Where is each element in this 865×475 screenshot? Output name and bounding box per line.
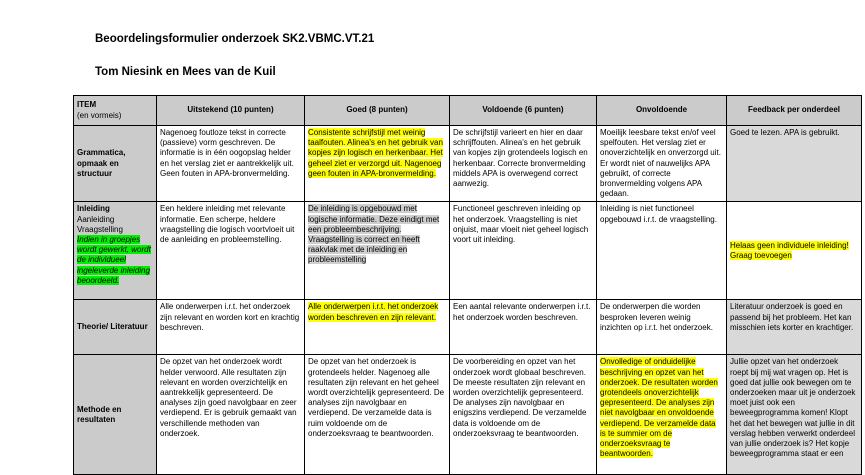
row-item-label: Grammatica, opmaak en structuur xyxy=(74,126,157,202)
highlighted-text: Helaas geen individuele inleiding! Graag toevoegen xyxy=(730,240,849,260)
cell-excellent: Een heldere inleiding met relevante informatie. Een scherpe, heldere vraagstelling die logisch voortvloeit uit de aanleiding en probleemstelling. xyxy=(157,202,305,300)
cell-feedback xyxy=(727,202,862,300)
table-row xyxy=(74,355,862,475)
header-excellent: Uitstekend (10 punten) xyxy=(157,96,305,126)
cell-excellent: Nagenoeg foutloze tekst in correcte (passieve) vorm geschreven. De informatie is in één oogopslag helder en het verslag ziet er aantrekkelijk uit. Geen fouten in APA-bronvermelding. xyxy=(157,126,305,202)
row-item-note: Indien in groepjes wordt gewerkt, wordt de individueel ingeleverde inleiding beoordeeld. xyxy=(77,235,151,285)
cell-feedback: Jullie opzet van het onderzoek roept bij mij wat vragen op. Het is goed dat jullie ook bewegen om te onderzoeken maar uit je onderzoek moet juist ook een beweegprogramma komen! Klopt het dat het bewegen wat jullie in dit verslag hebben verwerkt onderdeel van jullie onderzoek is? Het kopje beweegprogramma staat er een xyxy=(727,355,862,475)
row-item-label: Theorie/ Literatuur xyxy=(74,300,157,355)
header-item xyxy=(74,96,157,126)
cell-sufficient: Een aantal relevante onderwerpen i.r.t. het onderzoek worden beschreven. xyxy=(450,300,597,355)
row-item-label xyxy=(74,202,157,300)
highlighted-text: Onvolledige of onduidelijke beschrijving en opzet van het onderzoek. De resultaten worden grotendeels onoverzichtelijk gepresenteerd. De analyses zijn niet navolgbaar en onvoldoende verdiepend. De verzamelde data is te summier om de onderzoeksvraag te beantwoorden. xyxy=(600,357,718,459)
cell-feedback: Goed te lezen. APA is gebruikt. xyxy=(727,126,862,202)
highlighted-text: De inleiding is opgebouwd met logische informatie. Deze eindigt met een probleembeschrijving. Vraagstelling is correct en heeft raakvlak met de inleiding en probleemstelling xyxy=(308,204,440,265)
cell-good xyxy=(305,202,450,300)
document-title: Beoordelingsformulier onderzoek SK2.VBMC.VT.21 xyxy=(95,33,375,45)
row-item-title: Inleiding xyxy=(77,204,110,214)
header-item-sub: (en vormeis) xyxy=(77,110,122,120)
assessment-table xyxy=(73,95,862,475)
cell-sufficient: De voorbereiding en opzet van het onderzoek wordt globaal beschreven. De meeste resultaten zijn relevant en worden overzichtelijk gepresenteerd. De analyses zijn navolgbaar en enigszins verdiepend. De verzamelde data is voldoende om de onderzoeksvraag te beantwoorden. xyxy=(450,355,597,475)
cell-insufficient: Moeilijk leesbare tekst en/of veel spelfouten. Het verslag ziet er onoverzichtelijk en onverzorgd uit. Er wordt niet of nauwelijks APA gebruikt, of correcte bronvermelding volgens APA gedaan. xyxy=(597,126,727,202)
table-row xyxy=(74,202,862,300)
header-insufficient: Onvoldoende xyxy=(597,96,727,126)
row-item-sub: Aanleiding xyxy=(77,214,115,224)
cell-feedback: Literatuur onderzoek is goed en passend bij het probleem. Het kan misschien iets korter en krachtiger. xyxy=(727,300,862,355)
cell-good xyxy=(305,300,450,355)
header-good: Goed (8 punten) xyxy=(305,96,450,126)
cell-good: De opzet van het onderzoek is grotendeels helder. Nagenoeg alle resultaten zijn relevant en het geheel wordt overzichtelijk gepresenteerd. De analyses zijn navolgbaar en verdiepend. De verzamelde data is ruim voldoende om de onderzoeksvraag te beantwoorden. xyxy=(305,355,450,475)
cell-sufficient: De schrijfstijl varieert en hier en daar schrijffouten. Alinea's en het gebruik van kopjes zijn grotendeels logisch en herkenbaar. Correcte bronvermelding middels APA is overwegend correct aanwezig. xyxy=(450,126,597,202)
highlighted-text: Alle onderwerpen i.r.t. het onderzoek worden beschreven en zijn relevant. xyxy=(308,302,439,322)
header-item-label: ITEM xyxy=(77,100,97,110)
cell-insufficient xyxy=(597,355,727,475)
row-item-sub: Vraagstelling xyxy=(77,224,123,234)
header-sufficient: Voldoende (6 punten) xyxy=(450,96,597,126)
cell-insufficient: Inleiding is niet functioneel opgebouwd i.r.t. de vraagstelling. xyxy=(597,202,727,300)
cell-insufficient: De onderwerpen die worden besproken leveren weinig inzichten op i.r.t. het onderzoek. xyxy=(597,300,727,355)
cell-good xyxy=(305,126,450,202)
table-row xyxy=(74,126,862,202)
cell-sufficient: Functioneel geschreven inleiding op het onderzoek. Vraagstelling is niet onjuist, maar vloeit niet geheel logisch voort uit inleiding. xyxy=(450,202,597,300)
row-item-label: Methode en resultaten xyxy=(74,355,157,475)
highlighted-text: Consistente schrijfstijl met weinig taalfouten. Alinea's en het gebruik van kopjes zijn logisch en herkenbaar. Het geheel ziet er verzorgd uit. Nagenoeg geen fouten in APA-bronvermelding. xyxy=(308,128,443,178)
header-feedback: Feedback per onderdeel xyxy=(727,96,862,126)
table-row xyxy=(74,300,862,355)
table-header-row xyxy=(74,96,862,126)
cell-excellent: Alle onderwerpen i.r.t. het onderzoek zijn relevant en worden kort en krachtig beschreven. xyxy=(157,300,305,355)
cell-excellent: De opzet van het onderzoek wordt helder verwoord. Alle resultaten zijn relevant en worden overzichtelijk en aantrekkelijk gepresenteerd. De analyses zijn goed navolgbaar en zeer verdiepend. Er is gebruik gemaakt van verschillende methoden van onderzoek. xyxy=(157,355,305,475)
document-authors: Tom Niesink en Mees van de Kuil xyxy=(95,66,276,78)
